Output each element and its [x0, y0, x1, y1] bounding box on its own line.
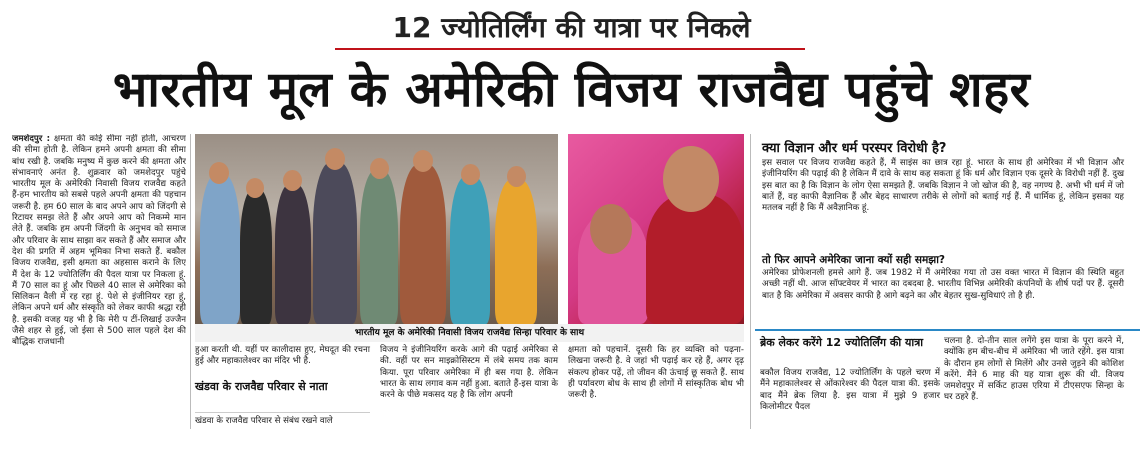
dateline: जमशेदपुर :: [12, 134, 51, 144]
article-text: खंडवा के राजवैद्य परिवार से संबंध रखने वाले: [195, 416, 333, 426]
article-column-3: विजय ने इंजीनियरिंग करके आगे की पढ़ाई अमेरिका से की. वहीं पर सन माइक्रोसिस्टम में लंबे समय तक काम किया. पूरा परिवार अमेरिका में ही बस गया है. लेकिन भारत के साथ लगाव कम नहीं हुआ. बताते हैं-इस यात्रा के करने के पीछे मकसद यह है कि लोग अपनी: [380, 345, 558, 401]
column-divider: [750, 134, 751, 429]
article-column-1: [12, 134, 186, 429]
portrait-photo: [568, 134, 744, 324]
subhead: खंडवा के राजवैद्य परिवार से नाता: [195, 380, 328, 393]
kicker-headline: 12 ज्योतिर्लिंग की यात्रा पर निकले: [392, 11, 751, 44]
sidebar-text: अमेरिका प्रोफेशनली हमसे आगे हैं. जब 1982 में मैं अमेरिका गया तो उस वक्त भारत में विज्ञान की स्थिति बहुत अच्छी नहीं थी. आज सॉफ्टवेयर में भारत का दबदबा है. भारतीय विभिन्न अमेरिकी कंपनियों के शीर्ष पदों पर हैं. दूसरी बात है कि अमेरिका में अवसर काफी है आगे बढ़ने का और बेहतर सुख-सुविधाएं तो है ही.: [762, 268, 1124, 301]
column-divider: [190, 134, 191, 429]
photo-caption: भारतीय मूल के अमेरिकी निवासी विजय राजवैद्य सिन्हा परिवार के साथ: [195, 324, 744, 342]
sidebar-subhead: तो फिर आपने अमेरिका जाना क्यों सही समझा?: [762, 254, 946, 266]
sidebar-title: क्या विज्ञान और धर्म परस्पर विरोधी है?: [762, 141, 947, 156]
sidebar-rule: [755, 329, 1140, 331]
page-top-strip: [0, 0, 1143, 8]
article-column-2: हुआ करती थी. यहीं पर कालीदास हुए, मेघदूत की रचना हुई और महाकालेश्वर का मंदिर भी है.: [195, 345, 370, 367]
main-headline: भारतीय मूल के अमेरिकी विजय राजवैद्य पहुंचे शहर: [112, 61, 1031, 118]
group-photo: [195, 134, 558, 324]
article-column-6: चलना है. दो-तीन साल लगेंगे इस यात्रा के पूरा करने में, क्योंकि हम बीच-बीच में अमेरिका भी जाते रहेंगे. इस यात्रा के दौरान हम लोगों से मिलेंगे और उनसे जुड़ने की कोशिश करेंगे. मैंने 6 माह की यह यात्रा शुरू की थी. विजय जमशेदपुर में सर्किट हाउस एरिया में टीएसएफ सिन्हा के घर ठहरे हैं.: [944, 336, 1124, 403]
kicker-underline: [335, 48, 805, 50]
subhead-rule: [195, 412, 370, 413]
subhead: ब्रेक लेकर करेंगे 12 ज्योतिर्लिंग की यात्रा: [760, 336, 924, 349]
article-column-4: क्षमता को पहचानें. दूसरी कि हर व्यक्ति को पढ़ना-लिखना जरूरी है. वे जहां भी पढ़ाई कर रहे हैं, अगर दृढ़ संकल्प होकर पढ़ें, तो जीवन की ऊंचाई छू सकते हैं. साथ ही पर्यावरण बोध के साथ ही लोगों में सांस्कृतिक बोध भी जरूरी है.: [568, 345, 744, 401]
sidebar-text: इस सवाल पर विजय राजवैद्य कहते हैं, मैं साइंस का छात्र रहा हूं. भारत के साथ ही अमेरिका में भी विज्ञान और इंजीनियरिंग की पढ़ाई की है लेकिन मैं दावे के साथ कह सकता हूं कि धर्म और विज्ञान एक दूसरे के विरोधी नहीं हैं. दुख इस बात का है कि विज्ञान के लोग ऐसा समझते हैं. जबकि विज्ञान ने जो खोज की है, वह नगण्य है. अभी भी धर्म में जो बातें हैं, वह काफी वैज्ञानिक हैं और बेहद साधारण तरीके से लोगों को बताई गई हैं. मैं धार्मिक हूं, लेकिन इसका यह मतलब नहीं है कि मैं अवैज्ञानिक हूं.: [762, 158, 1124, 214]
article-column-5: बकौल विजय राजवैद्य, 12 ज्योतिर्लिंग के पहले चरण में मैंने महाकालेश्वर से ओंकारेश्वर की पैदल यात्रा की. इसके बाद मैंने ब्रेक लिया है. इस यात्रा में मुझे 9 हजार किलोमीटर पैदल: [760, 368, 940, 412]
article-text: क्षमता की कोई सीमा नहीं होती, आचरण की सीमा होती है. लेकिन हमने अपनी क्षमता की सीमा बांध रखी है. जबकि मनुष्य में कुछ करने की क्षमता और संभावनाएं अनंत है. शुक्रवार को जमशेदपुर पहुंचे भारतीय मूल के अमेरिकी निवासी विजय राजवैद्य कहते हैं-हम भारतीय को सबसे पहले अपनी क्षमता की पहचान जरूरी है. हम 60 साल के बाद अपने आप को जिंदगी से रिटायर समझ लेते हैं और अपने आप को निकम्मे मान लेते हैं. जबकि हम अपनी जिंदगी के अनुभव को समाज और परिवार के साथ साझा कर सकते हैं और समाज और देश की प्रगति में अहम भूमिका निभा सकते हैं. बकौल विजय राजवैद्य, इसी क्षमता का अहसास कराने के लिए मैं देश के 12 ज्योतिर्लिंग की पैदल यात्रा पर निकला हूं. मैं 70 साल का हूं और पिछले 40 साल से अमेरिका को सिलिकन वैली में रह रहा हूं. पेशे से इंजीनियर रहा हूं, लेकिन अपने धर्म और संस्कृति को लेकर काफी श्रद्धा रही है. इसकी वजह यह भी है कि मेरी प टीं-लिखाई उज्जैन जैसे शहर से हुई, जो ईसा से 500 साल पहले देश की बौद्धिक राजधानी: [12, 134, 186, 348]
